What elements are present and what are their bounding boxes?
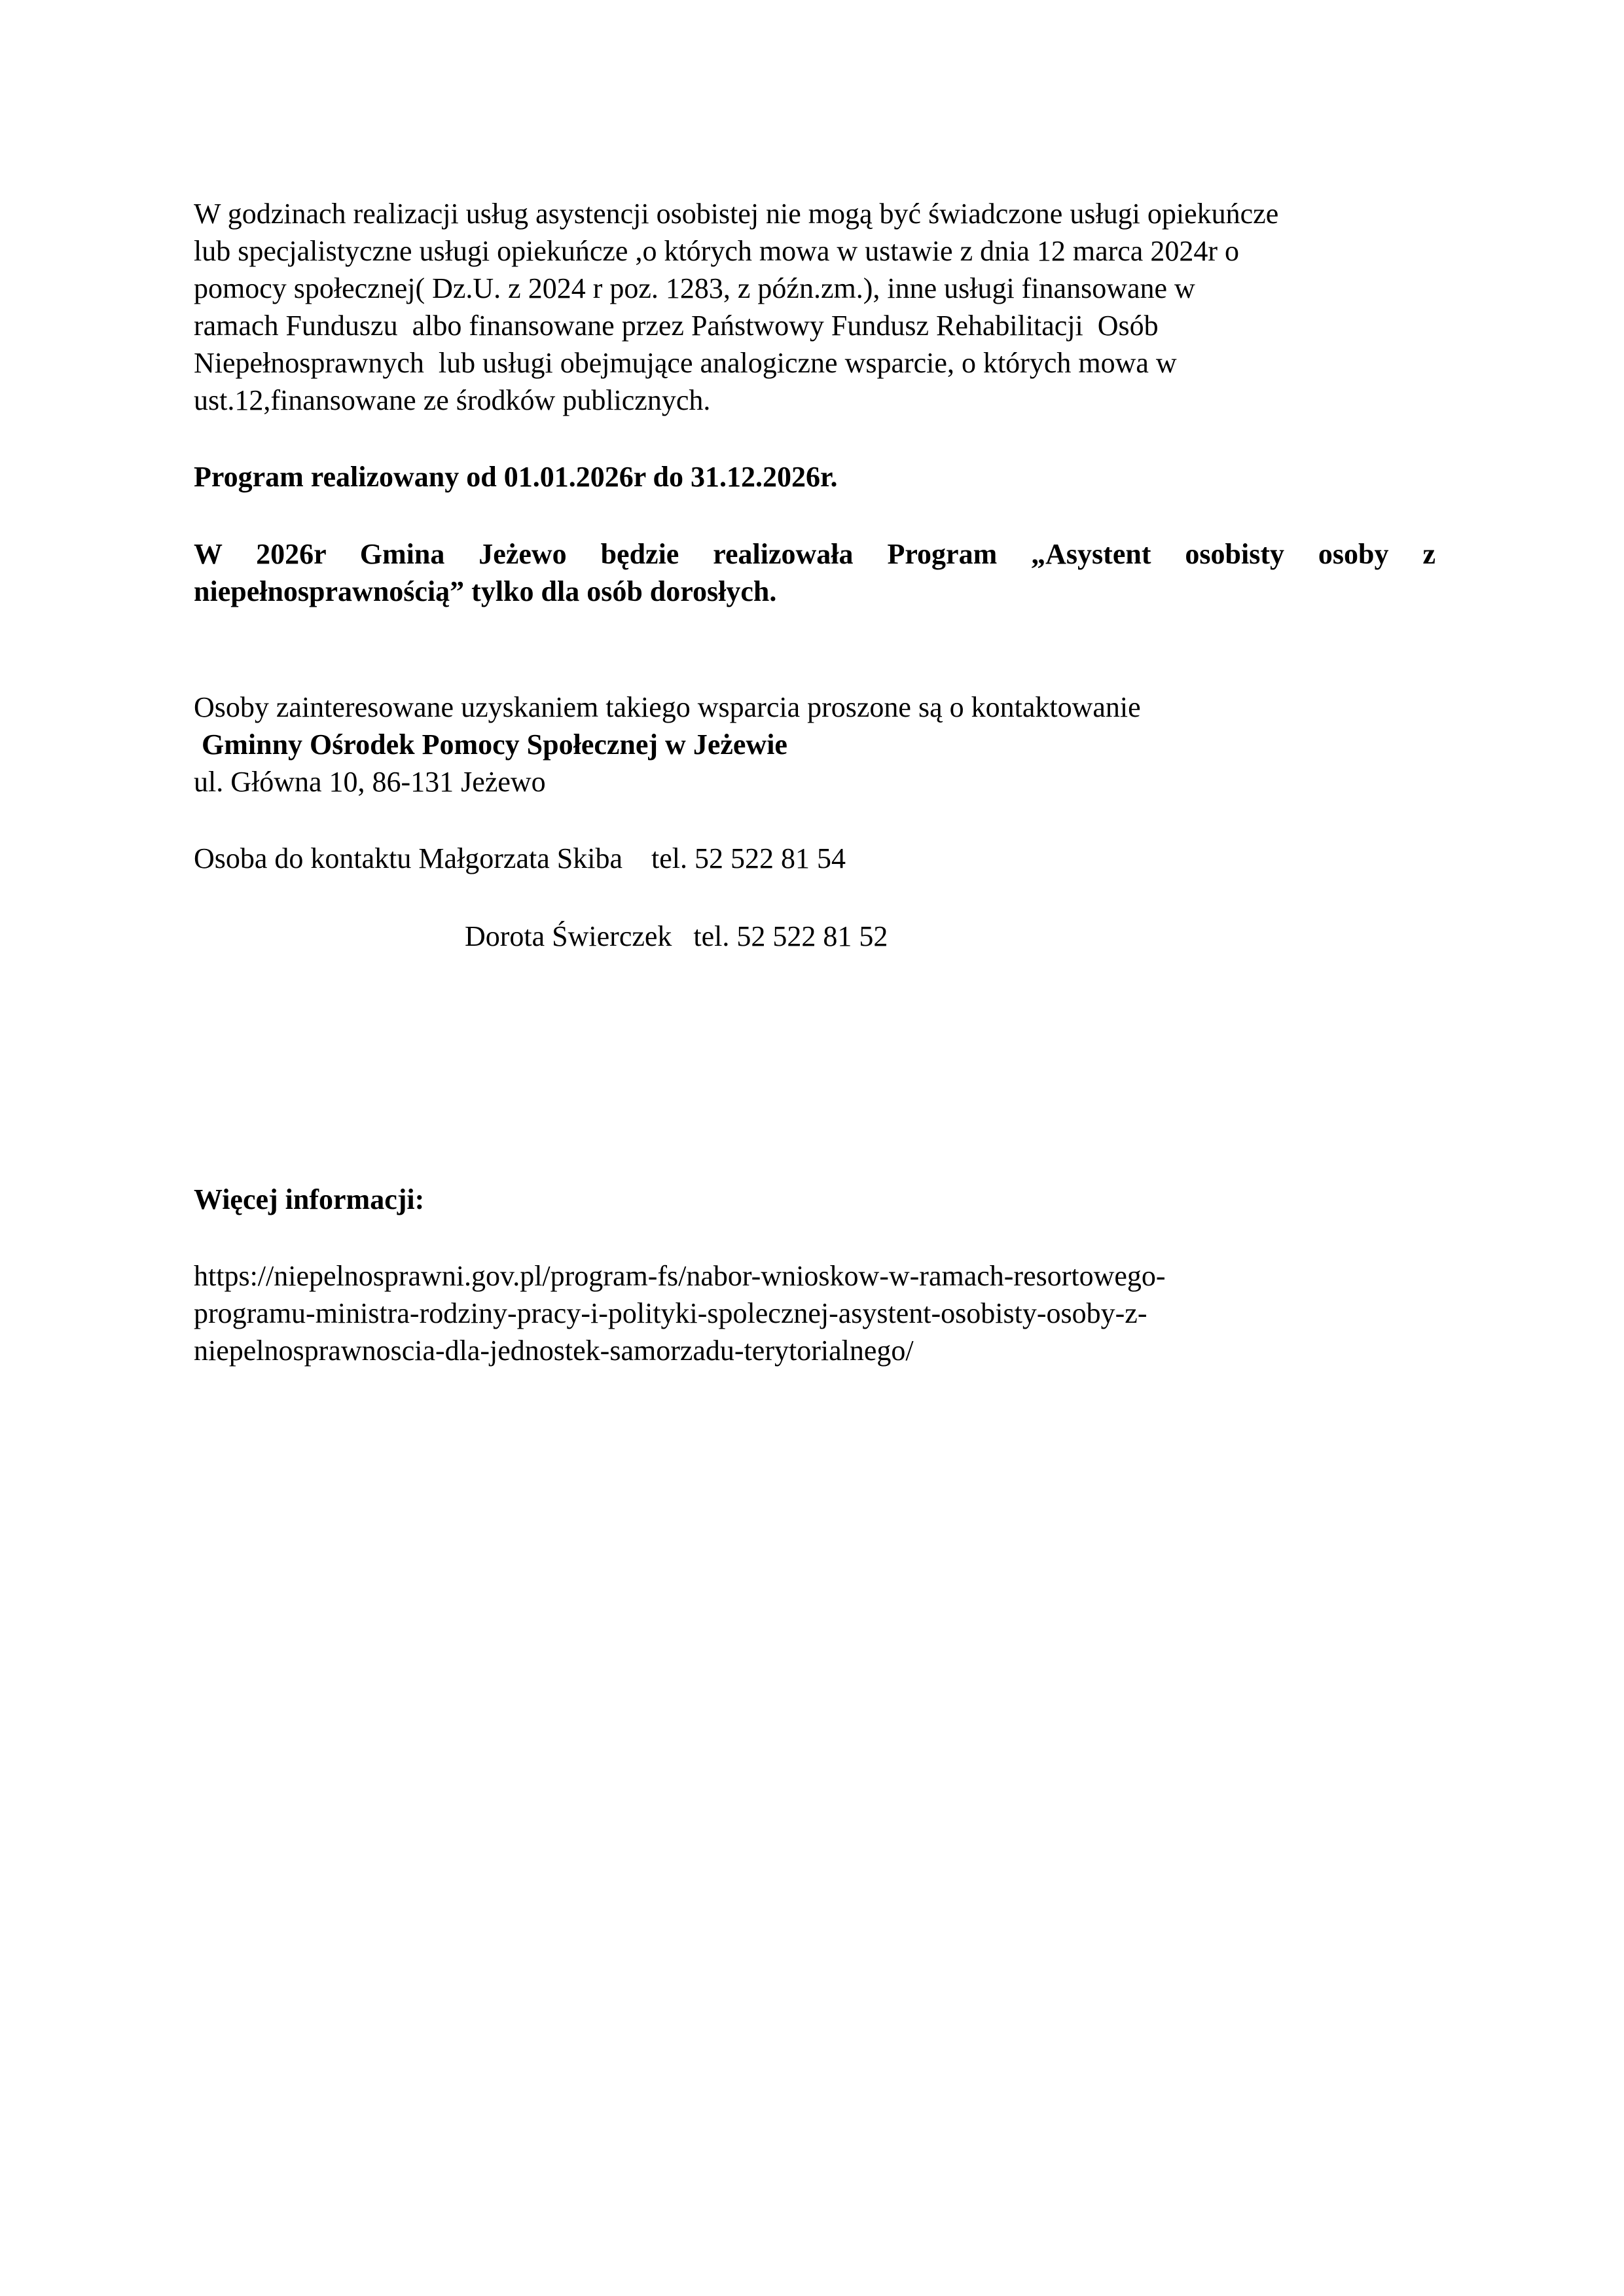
text-line: W godzinach realizacji usług asystencji osobistej nie mogą być świadczone usługi opiekuńcze bbox=[194, 198, 1279, 230]
contact-person-2 bbox=[465, 918, 1624, 955]
contact-person-text: Osoba do kontaktu Małgorzata Skiba tel. 52 522 81 54 bbox=[194, 842, 846, 874]
more-info-heading-text: Więcej informacji: bbox=[194, 1183, 425, 1215]
program-period bbox=[194, 458, 1437, 495]
contact-person-text: Dorota Świerczek tel. 52 522 81 52 bbox=[465, 920, 888, 952]
text-line: Niepełnosprawnych lub usługi obejmujące analogiczne wsparcie, o których mowa w bbox=[194, 347, 1177, 379]
contact-intro: Osoby zainteresowane uzyskaniem takiego wsparcia proszone są o kontaktowanie bbox=[194, 691, 1141, 723]
office-name: Gminny Ośrodek Pomocy Społecznej w Jeżewie bbox=[202, 728, 787, 761]
url-line: https://niepelnosprawni.gov.pl/program-fs/nabor-wnioskow-w-ramach-resortowego- bbox=[194, 1260, 1166, 1292]
url-line: programu-ministra-rodziny-pracy-i-polityki-spolecznej-asystent-osobisty-osoby-z- bbox=[194, 1297, 1147, 1329]
text-line: ust.12,finansowane ze środków publicznych. bbox=[194, 384, 711, 416]
more-info-heading bbox=[194, 1181, 1437, 1218]
text-line: pomocy społecznej( Dz.U. z 2024 r poz. 1283, z późn.zm.), inne usługi finansowane w bbox=[194, 272, 1195, 304]
text-line: W 2026r Gmina Jeżewo będzie realizowała Program „Asystent osobisty osoby z bbox=[194, 538, 1435, 570]
program-period-text: Program realizowany od 01.01.2026r do 31.12.2026r. bbox=[194, 461, 838, 493]
text-line: niepełnosprawnością” tylko dla osób dorosłych. bbox=[194, 575, 777, 607]
paragraph-services-restriction bbox=[194, 195, 1437, 419]
more-info-url bbox=[194, 1257, 1437, 1369]
url-line: niepelnosprawnoscia-dla-jednostek-samorzadu-terytorialnego/ bbox=[194, 1335, 914, 1367]
office-address: ul. Główna 10, 86-131 Jeżewo bbox=[194, 766, 546, 798]
contact-person-1 bbox=[194, 840, 1437, 877]
contact-section bbox=[194, 689, 1437, 800]
text-line: lub specjalistyczne usługi opiekuńcze ,o których mowa w ustawie z dnia 12 marca 2024r o bbox=[194, 235, 1239, 267]
program-scope bbox=[194, 535, 1435, 610]
text-line: ramach Funduszu albo finansowane przez Państwowy Fundusz Rehabilitacji Osób bbox=[194, 310, 1159, 342]
